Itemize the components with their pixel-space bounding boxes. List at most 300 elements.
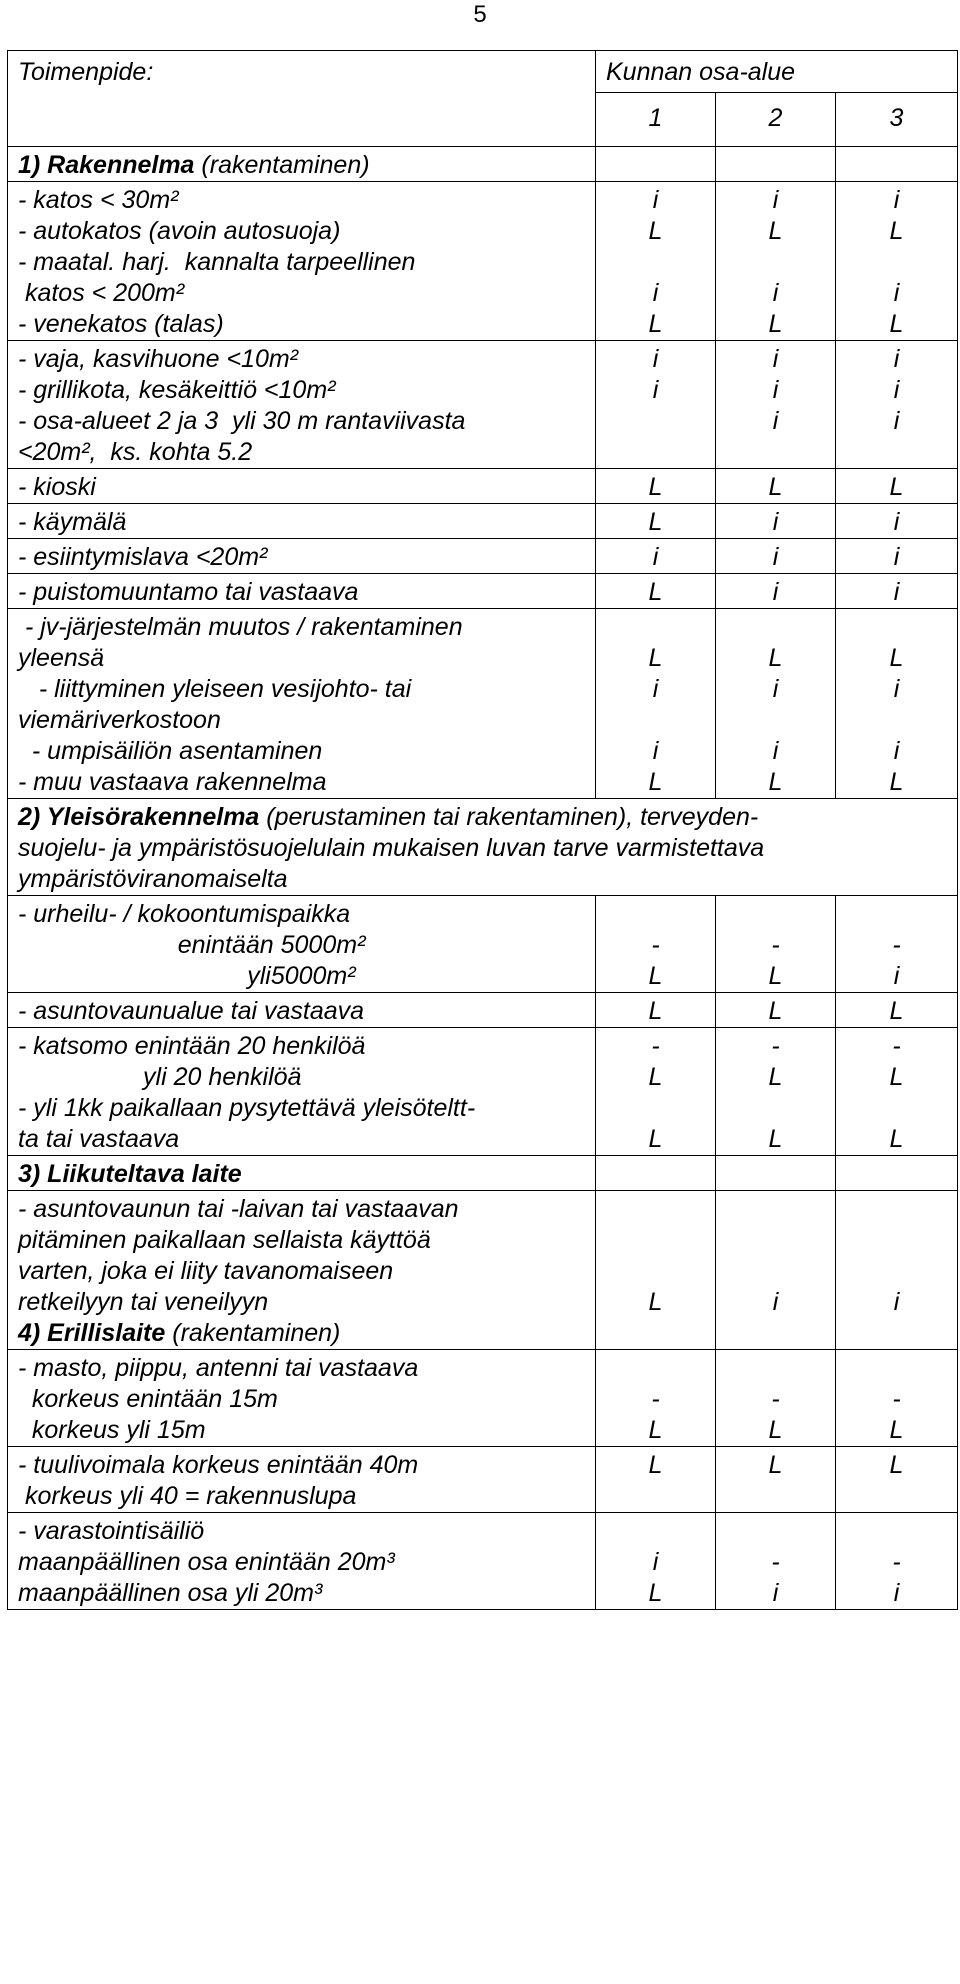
table-row [8, 993, 958, 1028]
area-3-cell [836, 1350, 958, 1447]
permit-mark: L [648, 768, 663, 796]
measure-line [18, 1415, 585, 1446]
permit-mark [606, 705, 705, 736]
header-measure-label: Toimenpide: [18, 58, 154, 86]
permit-mark [726, 612, 825, 643]
measure-text: - käymälä [18, 508, 127, 536]
header-col-3: 3 [836, 93, 958, 147]
permit-mark [726, 1318, 825, 1349]
measure-cell [8, 504, 596, 539]
measure-line [18, 406, 585, 437]
permit-mark [726, 1225, 825, 1256]
section-heading: 3) Liikuteltava laite [18, 1160, 242, 1188]
permit-mark [726, 1256, 825, 1287]
permit-mark: i [652, 737, 659, 765]
permit-mark: L [768, 1063, 783, 1091]
header-col-2: 2 [716, 93, 836, 147]
area-2-cell [716, 1156, 836, 1191]
measure-line [18, 437, 585, 468]
measure-line [18, 1062, 585, 1093]
permit-mark: i [652, 376, 659, 404]
measure-text: suojelu- ja ympäristösuojelulain mukaisen luvan tarve varmistettava [18, 834, 765, 862]
permit-mark: - [651, 931, 660, 959]
measure-text: - varastointisäiliö [18, 1517, 205, 1545]
measure-line [18, 1481, 585, 1512]
permit-mark [606, 1225, 705, 1256]
area-2-cell [716, 504, 836, 539]
permit-mark: L [768, 1125, 783, 1153]
measure-line [18, 802, 947, 833]
permit-mark: L [648, 1579, 663, 1607]
area-1-cell [596, 182, 716, 341]
measure-line [18, 612, 585, 643]
permit-mark: i [893, 345, 900, 373]
permit-mark: i [893, 376, 900, 404]
header-area-cell [596, 51, 958, 93]
measure-line [18, 1194, 585, 1225]
permit-mark: L [889, 1063, 904, 1091]
permit-mark: i [772, 345, 779, 373]
permit-mark: L [648, 473, 663, 501]
area-3-cell [836, 539, 958, 574]
area-3-cell [836, 341, 958, 469]
permit-mark: i [772, 737, 779, 765]
measure-line [18, 309, 585, 340]
section-heading: 4) Erillislaite [18, 1319, 166, 1347]
permit-mark: L [648, 1451, 663, 1479]
permit-mark [726, 247, 825, 278]
measure-cell [8, 1350, 596, 1447]
table-row [8, 1447, 958, 1513]
measure-text: yli5000m² [18, 962, 356, 990]
area-2-cell [716, 539, 836, 574]
measure-line [18, 577, 585, 608]
measure-line [18, 542, 585, 573]
permit-mark [846, 437, 947, 468]
permit-mark: i [893, 1579, 900, 1607]
permit-mark: - [771, 1385, 780, 1413]
permit-mark: L [648, 997, 663, 1025]
area-3-cell [836, 993, 958, 1028]
permit-mark [846, 247, 947, 278]
table-row [8, 1191, 958, 1350]
measure-line [18, 278, 585, 309]
permit-mark: - [651, 1032, 660, 1060]
area-1-cell [596, 1513, 716, 1610]
permit-mark [846, 1256, 947, 1287]
permit-mark: L [889, 217, 904, 245]
permit-mark [606, 899, 705, 930]
permit-mark [726, 1093, 825, 1124]
permit-mark: i [772, 407, 779, 435]
permit-mark: i [652, 1548, 659, 1576]
permit-mark: i [652, 186, 659, 214]
permit-mark [846, 1225, 947, 1256]
measure-cell [8, 1156, 596, 1191]
permit-mark [606, 247, 705, 278]
permit-mark: - [892, 1385, 901, 1413]
measure-line [18, 344, 585, 375]
permit-mark [606, 406, 705, 437]
permit-mark: L [889, 310, 904, 338]
area-1-cell [596, 1191, 716, 1350]
measure-line [18, 961, 585, 992]
area-3-cell [836, 1513, 958, 1610]
measure-text: - kioski [18, 473, 96, 501]
measure-cell [8, 574, 596, 609]
table-row [8, 504, 958, 539]
measure-text: - katsomo enintään 20 henkilöä [18, 1032, 366, 1060]
permit-mark: - [651, 1385, 660, 1413]
measure-text: - maatal. harj. kannalta tarpeellinen [18, 248, 416, 276]
area-2-cell [716, 609, 836, 799]
permit-mark [846, 612, 947, 643]
measure-text: - puistomuuntamo tai vastaava [18, 578, 359, 606]
measure-line [18, 930, 585, 961]
permit-mark: - [892, 931, 901, 959]
measure-text: (perustaminen tai rakentaminen), terveyden- [259, 803, 759, 831]
area-3-cell [836, 1191, 958, 1350]
permit-mark: - [771, 931, 780, 959]
measure-line [18, 833, 947, 864]
permit-mark: L [889, 644, 904, 672]
measure-line [18, 507, 585, 538]
permit-mark [606, 1256, 705, 1287]
measure-cell [8, 1447, 596, 1513]
permit-mark: L [889, 768, 904, 796]
measure-line [18, 472, 585, 503]
measure-line [18, 150, 585, 181]
area-1-cell [596, 147, 716, 182]
area-1-cell [596, 609, 716, 799]
measure-cell [8, 896, 596, 993]
permit-mark: i [893, 508, 900, 536]
measure-cell [8, 341, 596, 469]
permit-mark: - [771, 1548, 780, 1576]
measure-line [18, 1318, 585, 1349]
measure-line [18, 1225, 585, 1256]
measure-text: - asuntovaunualue tai vastaava [18, 997, 365, 1025]
measure-text: - muu vastaava rakennelma [18, 768, 327, 796]
measure-cell [8, 469, 596, 504]
permit-mark: L [648, 1288, 663, 1316]
permit-mark [726, 1194, 825, 1225]
measure-text: - osa-alueet 2 ja 3 yli 30 m rantaviivasta [18, 407, 466, 435]
area-3-cell [836, 1447, 958, 1513]
permit-mark: L [648, 1125, 663, 1153]
measure-cell [8, 182, 596, 341]
permit-mark: i [772, 578, 779, 606]
table-row [8, 799, 958, 896]
measure-cell [8, 147, 596, 182]
permit-mark [606, 1353, 705, 1384]
permit-mark: L [648, 644, 663, 672]
measure-line [18, 1516, 585, 1547]
permit-mark: L [648, 310, 663, 338]
area-3-cell [836, 469, 958, 504]
measure-line [18, 1287, 585, 1318]
area-3-cell [836, 182, 958, 341]
permit-mark: i [893, 279, 900, 307]
area-1-cell [596, 896, 716, 993]
area-2-cell [716, 1350, 836, 1447]
measure-text: - umpisäiliön asentaminen [18, 737, 323, 765]
area-2-cell [716, 147, 836, 182]
permit-mark: i [772, 376, 779, 404]
permit-mark: L [889, 997, 904, 1025]
measure-line [18, 1547, 585, 1578]
measure-cell [8, 1028, 596, 1156]
area-2-cell [716, 1513, 836, 1610]
measure-text: viemäriverkostoon [18, 706, 221, 734]
permit-mark: i [893, 578, 900, 606]
permit-mark: L [768, 1416, 783, 1444]
area-3-cell [836, 147, 958, 182]
measure-text: maanpäällinen osa enintään 20m³ [18, 1548, 395, 1576]
measure-text: maanpäällinen osa yli 20m³ [18, 1579, 323, 1607]
permit-mark: L [648, 1063, 663, 1091]
table-row [8, 341, 958, 469]
measure-text: (rakentaminen) [165, 1319, 341, 1347]
permit-mark: L [648, 962, 663, 990]
measure-line [18, 1384, 585, 1415]
measure-line [18, 1578, 585, 1609]
area-3-cell [836, 1156, 958, 1191]
area-3-cell [836, 609, 958, 799]
permit-mark: L [889, 1451, 904, 1479]
measure-line [18, 996, 585, 1027]
permit-mark: i [893, 543, 900, 571]
measure-line [18, 899, 585, 930]
permit-mark [846, 1318, 947, 1349]
area-1-cell [596, 504, 716, 539]
permit-mark [846, 1194, 947, 1225]
area-2-cell [716, 469, 836, 504]
area-1-cell [596, 574, 716, 609]
measure-line [18, 736, 585, 767]
measure-line [18, 643, 585, 674]
permit-mark: L [648, 578, 663, 606]
measure-text: yli 20 henkilöä [18, 1063, 302, 1091]
measure-line [18, 864, 947, 895]
measure-text: - autokatos (avoin autosuoja) [18, 217, 341, 245]
area-1-cell [596, 469, 716, 504]
table-row [8, 574, 958, 609]
measure-text: korkeus yli 40 = rakennuslupa [18, 1482, 357, 1510]
permit-mark: L [768, 768, 783, 796]
measure-text: enintään 5000m² [18, 931, 366, 959]
measure-cell [8, 609, 596, 799]
permit-mark: L [768, 644, 783, 672]
measure-line [18, 375, 585, 406]
permit-mark: i [893, 407, 900, 435]
measure-text: varten, joka ei liity tavanomaiseen [18, 1257, 394, 1285]
permit-mark [606, 437, 705, 468]
measure-text: - vaja, kasvihuone <10m² [18, 345, 299, 373]
measure-line [18, 1353, 585, 1384]
area-2-cell [716, 182, 836, 341]
measure-text: - venekatos (talas) [18, 310, 224, 338]
table-row [8, 896, 958, 993]
permit-mark: - [771, 1032, 780, 1060]
measure-text: - katos < 30m² [18, 186, 179, 214]
measure-text: ympäristöviranomaiselta [18, 865, 288, 893]
permit-mark: L [768, 473, 783, 501]
measure-text: - jv-järjestelmän muutos / rakentaminen [18, 613, 463, 641]
permit-mark: L [768, 310, 783, 338]
area-3-cell [836, 1028, 958, 1156]
measure-cell [8, 993, 596, 1028]
permit-mark: - [892, 1548, 901, 1576]
table-row [8, 539, 958, 574]
permit-mark: i [893, 1288, 900, 1316]
measure-line [18, 674, 585, 705]
area-1-cell [596, 1447, 716, 1513]
header-area-label: Kunnan osa-alue [606, 58, 796, 86]
measure-line [18, 216, 585, 247]
permit-mark: i [772, 1579, 779, 1607]
permit-mark: i [772, 543, 779, 571]
measure-text: - tuulivoimala korkeus enintään 40m [18, 1451, 419, 1479]
measure-text: - grillikota, kesäkeittiö <10m² [18, 376, 336, 404]
permit-mark [726, 1516, 825, 1547]
header-col-1: 1 [596, 93, 716, 147]
measure-cell [8, 799, 958, 896]
permit-mark [726, 705, 825, 736]
permit-mark [846, 899, 947, 930]
table-row [8, 147, 958, 182]
measure-cell [8, 1513, 596, 1610]
measure-line [18, 1124, 585, 1155]
measure-line [18, 1159, 585, 1190]
permit-mark: - [892, 1032, 901, 1060]
permit-mark: i [893, 737, 900, 765]
measure-text: korkeus yli 15m [18, 1416, 206, 1444]
permit-mark [606, 1481, 705, 1512]
area-2-cell [716, 1028, 836, 1156]
measures-table [7, 50, 958, 1610]
permit-mark [846, 1516, 947, 1547]
measure-text: katos < 200m² [18, 279, 185, 307]
measure-text: retkeilyyn tai veneilyyn [18, 1288, 269, 1316]
permit-mark [606, 612, 705, 643]
permit-mark: L [768, 997, 783, 1025]
permit-mark: L [648, 217, 663, 245]
area-2-cell [716, 896, 836, 993]
measure-text: yleensä [18, 644, 105, 672]
area-2-cell [716, 341, 836, 469]
area-2-cell [716, 993, 836, 1028]
area-1-cell [596, 341, 716, 469]
table-row [8, 182, 958, 341]
table-row [8, 1028, 958, 1156]
permit-mark: L [889, 1416, 904, 1444]
measure-text: - yli 1kk paikallaan pysytettävä yleisöteltt- [18, 1094, 476, 1122]
area-3-cell [836, 896, 958, 993]
permit-mark [846, 1481, 947, 1512]
measure-line [18, 1031, 585, 1062]
measure-text: - esiintymislava <20m² [18, 543, 268, 571]
table-row [8, 469, 958, 504]
area-1-cell [596, 993, 716, 1028]
header-measure-cell [8, 51, 596, 147]
measure-text: <20m², ks. kohta 5.2 [18, 438, 253, 466]
permit-mark: L [648, 1416, 663, 1444]
measure-text: korkeus enintään 15m [18, 1385, 278, 1413]
page-number: 5 [473, 1, 487, 28]
measure-cell [8, 539, 596, 574]
permit-mark [606, 1516, 705, 1547]
permit-mark: L [648, 508, 663, 536]
area-2-cell [716, 574, 836, 609]
measure-line [18, 1093, 585, 1124]
section-heading: 1) Rakennelma [18, 151, 195, 179]
area-1-cell [596, 1156, 716, 1191]
permit-mark [606, 1093, 705, 1124]
measure-cell [8, 1191, 596, 1350]
permit-mark: i [772, 279, 779, 307]
measure-line [18, 1256, 585, 1287]
permit-mark: i [652, 279, 659, 307]
area-2-cell [716, 1191, 836, 1350]
permit-mark: L [768, 962, 783, 990]
permit-mark [606, 1318, 705, 1349]
measure-text: (rakentaminen) [194, 151, 370, 179]
measure-line [18, 705, 585, 736]
permit-mark [846, 1353, 947, 1384]
header-row [8, 51, 958, 93]
measure-line [18, 767, 585, 798]
area-1-cell [596, 1350, 716, 1447]
table-row [8, 609, 958, 799]
permit-mark: i [652, 345, 659, 373]
permit-mark: i [772, 508, 779, 536]
permit-mark [846, 705, 947, 736]
section-heading: 2) Yleisörakennelma [18, 803, 260, 831]
permit-mark: L [768, 217, 783, 245]
area-1-cell [596, 1028, 716, 1156]
measure-line [18, 1450, 585, 1481]
permit-mark: i [893, 675, 900, 703]
table-row [8, 1350, 958, 1447]
permit-mark: i [772, 675, 779, 703]
area-3-cell [836, 504, 958, 539]
area-3-cell [836, 574, 958, 609]
table-row [8, 1513, 958, 1610]
permit-mark: i [652, 675, 659, 703]
permit-mark: L [768, 1451, 783, 1479]
measure-text: - masto, piippu, antenni tai vastaava [18, 1354, 419, 1382]
permit-mark [606, 1194, 705, 1225]
area-2-cell [716, 1447, 836, 1513]
permit-mark: i [893, 962, 900, 990]
table-row [8, 1156, 958, 1191]
permit-mark [726, 899, 825, 930]
measure-text: pitäminen paikallaan sellaista käyttöä [18, 1226, 431, 1254]
measure-line [18, 247, 585, 278]
permit-mark: i [652, 543, 659, 571]
measure-text: - asuntovaunun tai -laivan tai vastaavan [18, 1195, 459, 1223]
permit-mark: L [889, 473, 904, 501]
permit-mark: L [889, 1125, 904, 1153]
measure-line [18, 185, 585, 216]
permit-mark [726, 437, 825, 468]
measure-text: ta tai vastaava [18, 1125, 180, 1153]
permit-mark: i [772, 186, 779, 214]
permit-mark: i [772, 1288, 779, 1316]
permit-mark [846, 1093, 947, 1124]
measure-text: - urheilu- / kokoontumispaikka [18, 900, 351, 928]
